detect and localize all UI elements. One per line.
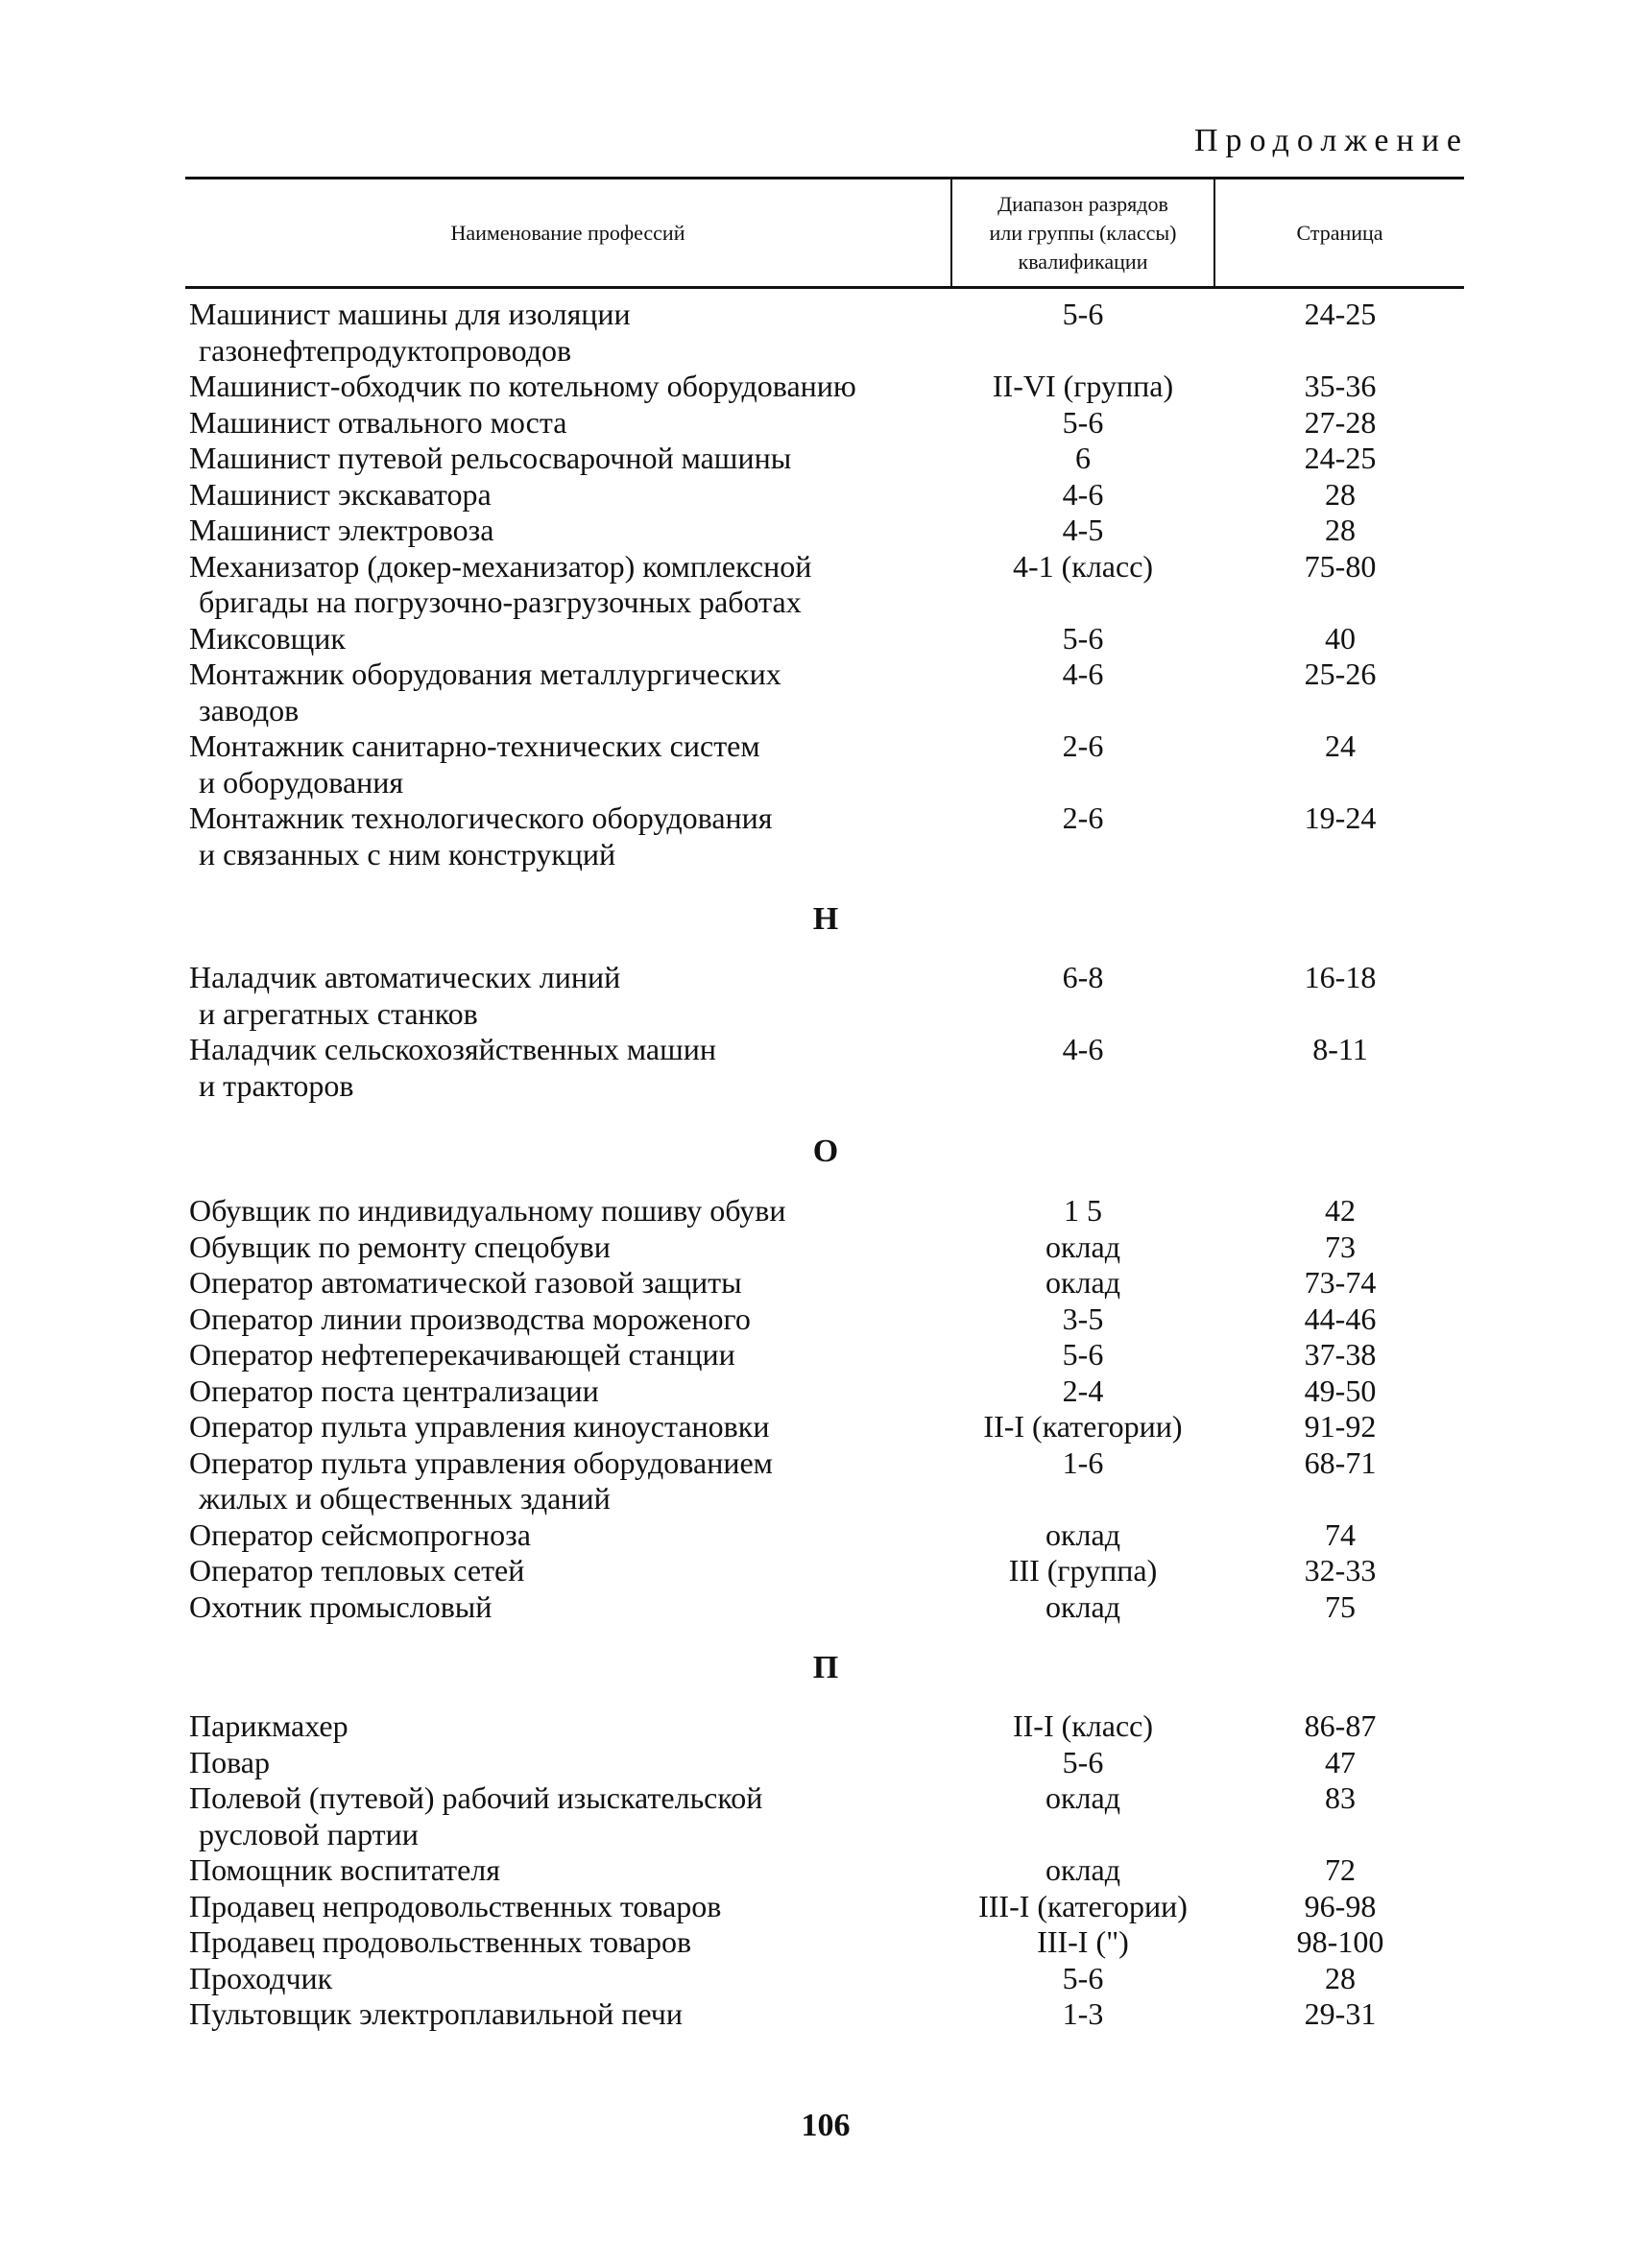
- qualification-range: 2-4: [1062, 1373, 1104, 1408]
- page-reference: 96-98: [1304, 1888, 1377, 1923]
- section-letter: О: [812, 1134, 839, 1169]
- page-reference: 86-87: [1304, 1708, 1377, 1743]
- profession-name-line: Оператор пульта управления оборудованием: [189, 1444, 773, 1480]
- profession-name: [189, 549, 957, 621]
- profession-name: [189, 405, 957, 442]
- qualification-range: 1-6: [1062, 1444, 1104, 1480]
- qualification-range: 4-1 (класс): [1012, 548, 1154, 584]
- profession-name: [189, 1924, 957, 1961]
- profession-name-line: русловой партии: [199, 1816, 419, 1851]
- header-top-rule: [185, 177, 1464, 179]
- qualification-range: 4-5: [1062, 513, 1104, 547]
- profession-name: [189, 1229, 957, 1266]
- profession-name: [189, 960, 957, 1032]
- profession-name-line: Машинист путевой рельсосварочной машины: [189, 441, 792, 475]
- profession-name: [189, 1780, 957, 1852]
- page-reference: 28: [1325, 1960, 1356, 1995]
- profession-name-line: и связанных с ним конструкций: [199, 836, 616, 871]
- column-header-range-line: квалификации: [1018, 250, 1148, 274]
- qualification-range: 4-6: [1062, 476, 1104, 512]
- profession-name: [189, 800, 957, 872]
- profession-name: [189, 1517, 957, 1554]
- qualification-range: 5-6: [1062, 1960, 1104, 1995]
- qualification-range: III-I (категории): [978, 1888, 1188, 1923]
- page-reference: 25-26: [1304, 657, 1377, 691]
- page-reference: 29-31: [1304, 1996, 1377, 2031]
- profession-name-line: Машинист отвального моста: [189, 404, 567, 440]
- header-bottom-rule: [185, 286, 1464, 289]
- profession-name-line: и тракторов: [199, 1067, 354, 1103]
- qualification-range: оклад: [1045, 1852, 1120, 1887]
- qualification-range: II-VI (группа): [992, 369, 1174, 403]
- profession-name-line: Парикмахер: [189, 1708, 348, 1743]
- profession-name-line: Полевой (путевой) рабочий изыскательской: [189, 1780, 763, 1815]
- profession-name-line: Монтажник оборудования металлургических: [189, 657, 781, 691]
- profession-name-line: и агрегатных станков: [199, 995, 478, 1031]
- page-reference: 91-92: [1304, 1409, 1377, 1444]
- page-reference: 32-33: [1304, 1553, 1377, 1588]
- page-reference: 16-18: [1304, 960, 1377, 994]
- qualification-range: III (группа): [1008, 1553, 1158, 1588]
- profession-name-line: Оператор нефтеперекачивающей станции: [189, 1337, 735, 1372]
- profession-name: [189, 1373, 957, 1410]
- qualification-range: 5-6: [1062, 404, 1104, 440]
- qualification-range: II-I (категории): [983, 1409, 1183, 1444]
- page-reference: 24-25: [1304, 441, 1377, 475]
- profession-name-line: Машинист электровоза: [189, 513, 494, 547]
- continued-label: Продолжение: [1193, 123, 1469, 158]
- page-reference: 28: [1325, 513, 1356, 547]
- column-header-page-text: Страница: [1296, 221, 1383, 245]
- section-letter: Н: [812, 901, 839, 937]
- profession-name-line: Монтажник технологического оборудования: [189, 800, 773, 835]
- profession-name: [189, 1589, 957, 1626]
- qualification-range: 1-3: [1062, 1996, 1104, 2031]
- page-reference: 75: [1325, 1588, 1356, 1624]
- profession-name-line: Оператор автоматической газовой защиты: [189, 1265, 742, 1300]
- qualification-range: III-I ("): [1037, 1924, 1129, 1959]
- page-reference: 72: [1325, 1852, 1356, 1887]
- profession-name: [189, 657, 957, 728]
- qualification-range: 2-6: [1062, 728, 1104, 763]
- profession-name-line: Оператор поста централизации: [189, 1373, 599, 1408]
- qualification-range: 3-5: [1062, 1301, 1104, 1336]
- profession-name: [189, 1745, 957, 1781]
- profession-name-line: заводов: [199, 692, 300, 728]
- page-reference: 47: [1325, 1744, 1356, 1779]
- qualification-range: оклад: [1045, 1588, 1120, 1624]
- profession-name-line: Оператор линии производства мороженого: [189, 1301, 751, 1336]
- section-letter: П: [812, 1650, 839, 1685]
- qualification-range: 2-6: [1062, 800, 1104, 835]
- profession-name-line: Пультовщик электроплавильной печи: [189, 1996, 683, 2031]
- page-number: 106: [801, 2108, 851, 2143]
- page-reference: 27-28: [1304, 404, 1377, 440]
- qualification-range: 5-6: [1062, 1744, 1104, 1779]
- profession-name: [189, 1852, 957, 1889]
- profession-name: [189, 1032, 957, 1104]
- profession-name: [189, 1337, 957, 1373]
- profession-name: [189, 297, 957, 369]
- profession-name-line: и оборудования: [199, 764, 404, 800]
- profession-name-line: Наладчик сельскохозяйственных машин: [189, 1032, 716, 1066]
- profession-name: [189, 513, 957, 549]
- qualification-range: 6: [1075, 441, 1091, 475]
- profession-name-line: жилых и общественных зданий: [199, 1481, 611, 1516]
- profession-name-line: газонефтепродуктопроводов: [199, 332, 572, 368]
- page-reference: 37-38: [1304, 1337, 1377, 1372]
- page-reference: 83: [1325, 1780, 1356, 1815]
- profession-name-line: бригады на погрузочно-разгрузочных работах: [199, 585, 802, 619]
- column-header-range: [952, 182, 1213, 284]
- profession-name: [189, 1445, 957, 1517]
- profession-name: [189, 369, 957, 405]
- page-reference: 49-50: [1304, 1373, 1377, 1408]
- qualification-range: 1 5: [1064, 1193, 1102, 1228]
- profession-name-line: Повар: [189, 1744, 270, 1779]
- page-reference: 68-71: [1304, 1444, 1377, 1480]
- profession-name-line: Миксовщик: [189, 620, 346, 656]
- qualification-range: 5-6: [1062, 620, 1104, 656]
- page-reference: 73-74: [1304, 1265, 1377, 1300]
- profession-name: [189, 1265, 957, 1301]
- column-header-range-text: [990, 190, 1177, 276]
- page-reference: 40: [1325, 620, 1356, 656]
- profession-name-line: Монтажник санитарно-технических систем: [189, 728, 760, 763]
- page-reference: 42: [1325, 1193, 1356, 1228]
- profession-name: [189, 1889, 957, 1925]
- profession-name-line: Продавец продовольственных товаров: [189, 1924, 692, 1959]
- page-reference: 24-25: [1304, 297, 1377, 331]
- qualification-range: 6-8: [1062, 960, 1104, 994]
- profession-name: [189, 1553, 957, 1589]
- page-reference: 98-100: [1296, 1924, 1384, 1959]
- profession-name-line: Механизатор (докер-механизатор) комплексной: [189, 548, 812, 584]
- column-header-name: [185, 182, 950, 284]
- column-header-page: [1215, 182, 1464, 284]
- qualification-range: оклад: [1045, 1229, 1120, 1264]
- profession-name-line: Оператор пульта управления киноустановки: [189, 1409, 770, 1444]
- qualification-range: 4-6: [1062, 1032, 1104, 1066]
- profession-name: [189, 1301, 957, 1338]
- profession-name: [189, 621, 957, 657]
- page-reference: 44-46: [1304, 1301, 1377, 1336]
- page-reference: 24: [1325, 728, 1356, 763]
- profession-name-line: Помощник воспитателя: [189, 1852, 500, 1887]
- column-header-range-line: или группы (классы): [989, 221, 1177, 245]
- profession-name: [189, 441, 957, 477]
- profession-name-line: Машинист машины для изоляции: [189, 297, 631, 331]
- profession-name-line: Оператор сейсмопрогноза: [189, 1516, 531, 1552]
- profession-name-line: Проходчик: [189, 1960, 333, 1995]
- page-reference: 19-24: [1304, 800, 1377, 835]
- profession-name: [189, 728, 957, 800]
- profession-name-line: Машинист экскаватора: [189, 476, 492, 512]
- page-reference: 75-80: [1304, 548, 1377, 584]
- profession-name-line: Продавец непродовольственных товаров: [189, 1888, 722, 1923]
- profession-name-line: Машинист-обходчик по котельному оборудованию: [189, 369, 856, 403]
- profession-name: [189, 1193, 957, 1229]
- profession-name: [189, 1961, 957, 1997]
- page-reference: 73: [1325, 1229, 1356, 1264]
- qualification-range: 5-6: [1062, 1337, 1104, 1372]
- qualification-range: 5-6: [1062, 297, 1104, 331]
- qualification-range: оклад: [1045, 1780, 1120, 1815]
- profession-name-line: Оператор тепловых сетей: [189, 1553, 525, 1588]
- qualification-range: 4-6: [1062, 657, 1104, 691]
- page-reference: 74: [1325, 1516, 1356, 1552]
- profession-name: [189, 1996, 957, 2033]
- profession-name: [189, 1409, 957, 1445]
- profession-name-line: Охотник промысловый: [189, 1588, 493, 1624]
- page-reference: 8-11: [1312, 1032, 1368, 1066]
- profession-name: [189, 1708, 957, 1745]
- profession-name-line: Обувщик по индивидуальному пошиву обуви: [189, 1193, 786, 1228]
- qualification-range: оклад: [1045, 1516, 1120, 1552]
- qualification-range: II-I (класс): [1012, 1708, 1154, 1743]
- profession-name: [189, 477, 957, 513]
- page-reference: 28: [1325, 476, 1356, 512]
- qualification-range: оклад: [1045, 1265, 1120, 1300]
- profession-name-line: Обувщик по ремонту спецобуви: [189, 1229, 611, 1264]
- column-header-range-line: Диапазон разрядов: [997, 192, 1168, 216]
- page-reference: 35-36: [1304, 369, 1377, 403]
- column-header-name-text: Наименование профессий: [450, 221, 685, 245]
- profession-name-line: Наладчик автоматических линий: [189, 960, 621, 994]
